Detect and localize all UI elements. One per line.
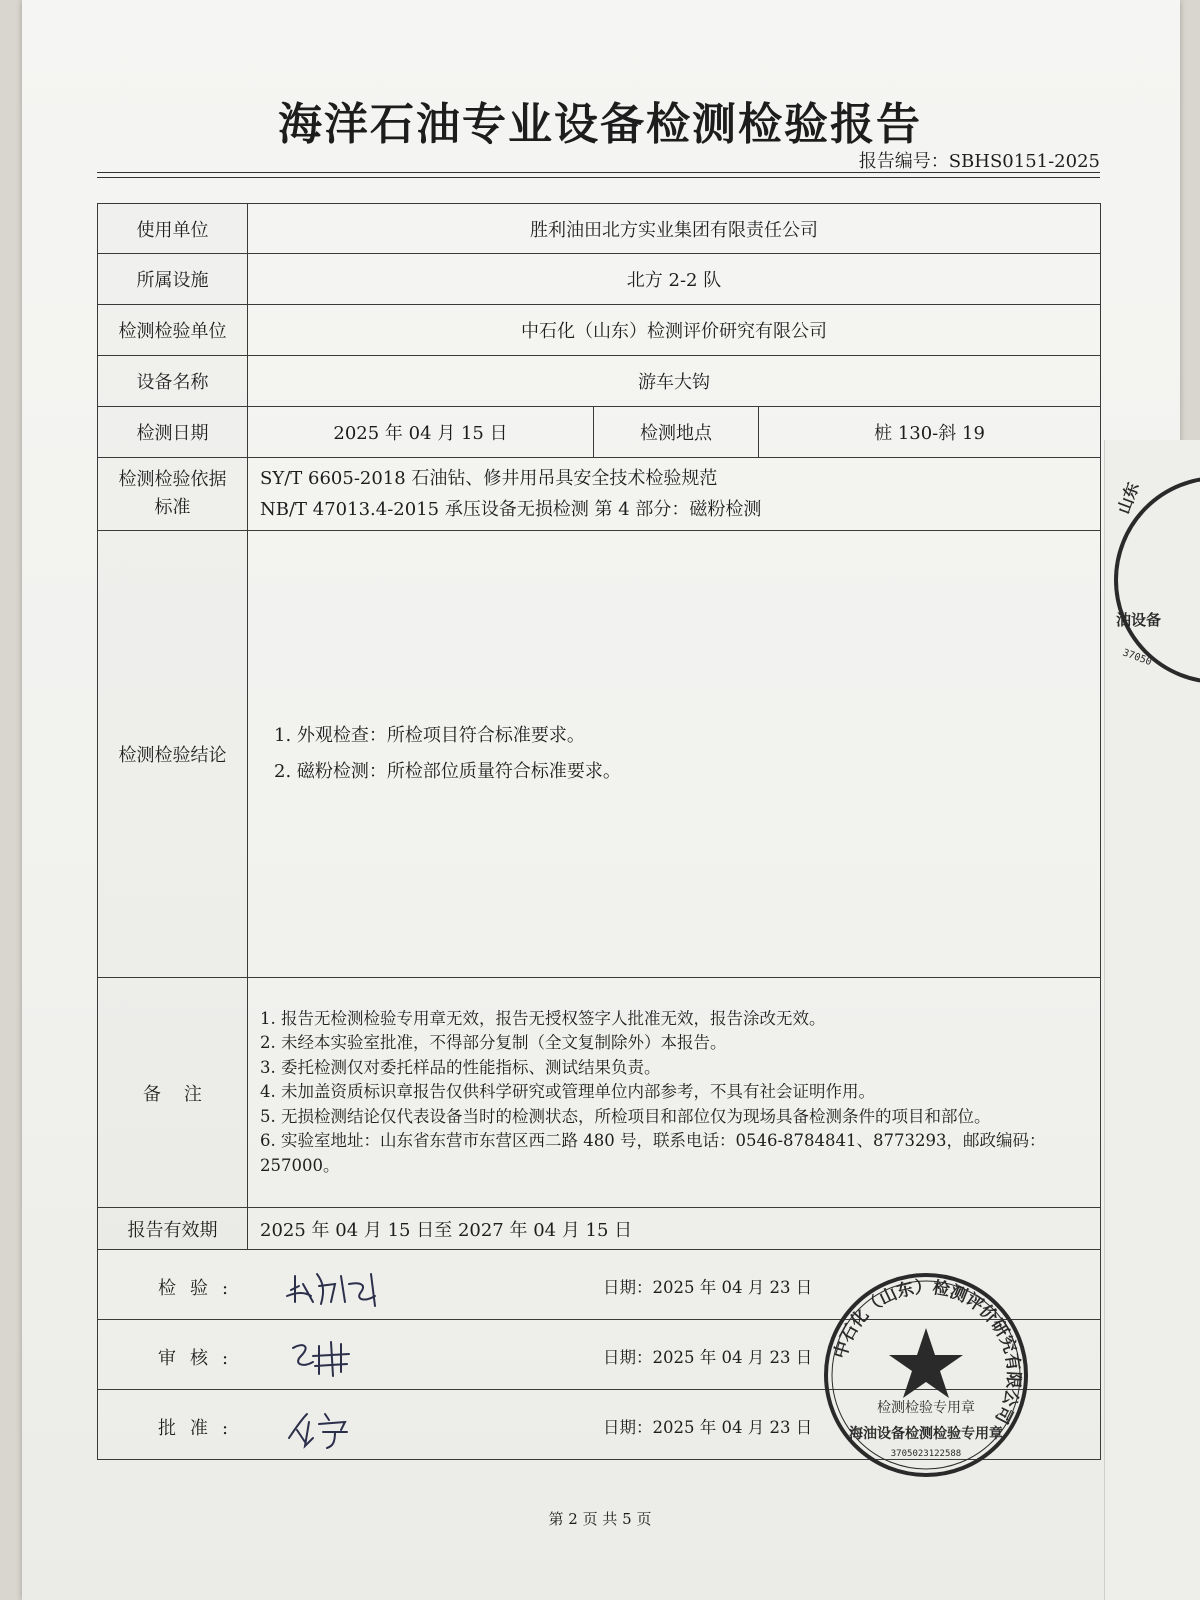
reviewer-signature — [283, 1332, 393, 1382]
conclusion-value — [248, 531, 1101, 978]
location-value: 桩 130-斜 19 — [759, 407, 1101, 458]
user-label: 使用单位 — [98, 204, 248, 254]
side-seal-stamp — [1108, 455, 1200, 705]
remark-item-4: 4. 未加盖资质标识章报告仅供科学研究或管理单位内部参考，不具有社会证明作用。 — [260, 1082, 875, 1102]
remark-item-3: 3. 委托检测仅对委托样品的性能指标、测试结果负责。 — [260, 1057, 661, 1077]
row-org — [98, 305, 1101, 356]
report-title: 海洋石油专业设备检测检验报告 — [278, 99, 922, 150]
remark-item-1: 1. 报告无检测检验专用章无效，报告无授权签字人批准无效，报告涂改无效。 — [260, 1008, 826, 1028]
approve-label: 批准: — [158, 1418, 243, 1439]
facility-value: 北方 2-2 队 — [248, 254, 1101, 305]
conclusion-item-1: 1. 外观检查：所检项目符合标准要求。 — [274, 725, 585, 746]
conclusion-label: 检测检验结论 — [98, 531, 248, 978]
side-stamp-text-b: 油设备 — [1116, 611, 1162, 629]
inspect-label: 检验: — [158, 1278, 243, 1299]
approver-signature — [283, 1402, 393, 1452]
page-footer: 第 2 页 共 5 页 — [548, 1510, 652, 1528]
official-seal-stamp — [821, 1270, 1031, 1480]
basis-label: 检测检验依据标准 — [98, 458, 248, 531]
inspector-signature — [283, 1262, 393, 1312]
basis-standard-2: NB/T 47013.4-2015 承压设备无损检测 第 4 部分：磁粉检测 — [260, 499, 762, 520]
row-equipment — [98, 356, 1101, 407]
validity-value: 2025 年 04 月 15 日至 2027 年 04 月 15 日 — [248, 1208, 1101, 1250]
basis-value — [248, 458, 1101, 531]
org-label: 检测检验单位 — [98, 305, 248, 356]
stamp-ring-text: 中石化（山东）检测评价研究有限公司 — [830, 1277, 1024, 1427]
stamp-bottom-text: 海油设备检测检验专用章 — [849, 1426, 1003, 1442]
header-rule — [97, 172, 1100, 173]
equipment-value: 游车大钩 — [248, 356, 1101, 407]
header-rule-2 — [97, 177, 1100, 178]
stamp-code: 3705023122588 — [890, 1449, 962, 1459]
report-number: 报告编号：SBHS0151-2025 — [858, 151, 1100, 172]
row-basis — [98, 458, 1101, 531]
org-value: 中石化（山东）检测评价研究有限公司 — [248, 305, 1101, 356]
remarks-value — [248, 978, 1101, 1208]
row-conclusion — [98, 531, 1101, 978]
approve-date: 日期：2025 年 04 月 23 日 — [603, 1418, 813, 1437]
remark-item-6: 6. 实验室地址：山东省东营市东营区西二路 480 号，联系电话：0546-8784841、8773293，邮政编码：257000。 — [260, 1131, 1046, 1175]
location-label: 检测地点 — [594, 407, 759, 458]
row-validity — [98, 1208, 1101, 1250]
row-remarks — [98, 978, 1101, 1208]
stamp-middle-text: 检测检验专用章 — [877, 1400, 975, 1416]
inspect-date: 日期：2025 年 04 月 23 日 — [603, 1278, 813, 1297]
remark-item-2: 2. 未经本实验室批准，不得部分复制（全文复制除外）本报告。 — [260, 1033, 727, 1053]
remark-item-5: 5. 无损检测结论仅代表设备当时的检测状态，所检项目和部位仅为现场具备检测条件的项目和部位。 — [260, 1106, 991, 1126]
remarks-label: 备 注 — [98, 978, 248, 1208]
validity-label: 报告有效期 — [98, 1208, 248, 1250]
date-value: 2025 年 04 月 15 日 — [248, 407, 594, 458]
side-stamp-text-a: 山东 — [1113, 479, 1143, 517]
row-date — [98, 407, 1101, 458]
basis-standard-1: SY/T 6605-2018 石油钻、修井用吊具安全技术检验规范 — [260, 468, 718, 489]
side-stamp-code: 37050 — [1120, 647, 1154, 669]
row-facility — [98, 254, 1101, 305]
equipment-label: 设备名称 — [98, 356, 248, 407]
date-label: 检测日期 — [98, 407, 248, 458]
user-value: 胜利油田北方实业集团有限责任公司 — [248, 204, 1101, 254]
review-label: 审核: — [158, 1348, 243, 1369]
facility-label: 所属设施 — [98, 254, 248, 305]
review-date: 日期：2025 年 04 月 23 日 — [603, 1348, 813, 1367]
row-user — [98, 204, 1101, 254]
conclusion-item-2: 2. 磁粉检测：所检部位质量符合标准要求。 — [274, 761, 621, 782]
